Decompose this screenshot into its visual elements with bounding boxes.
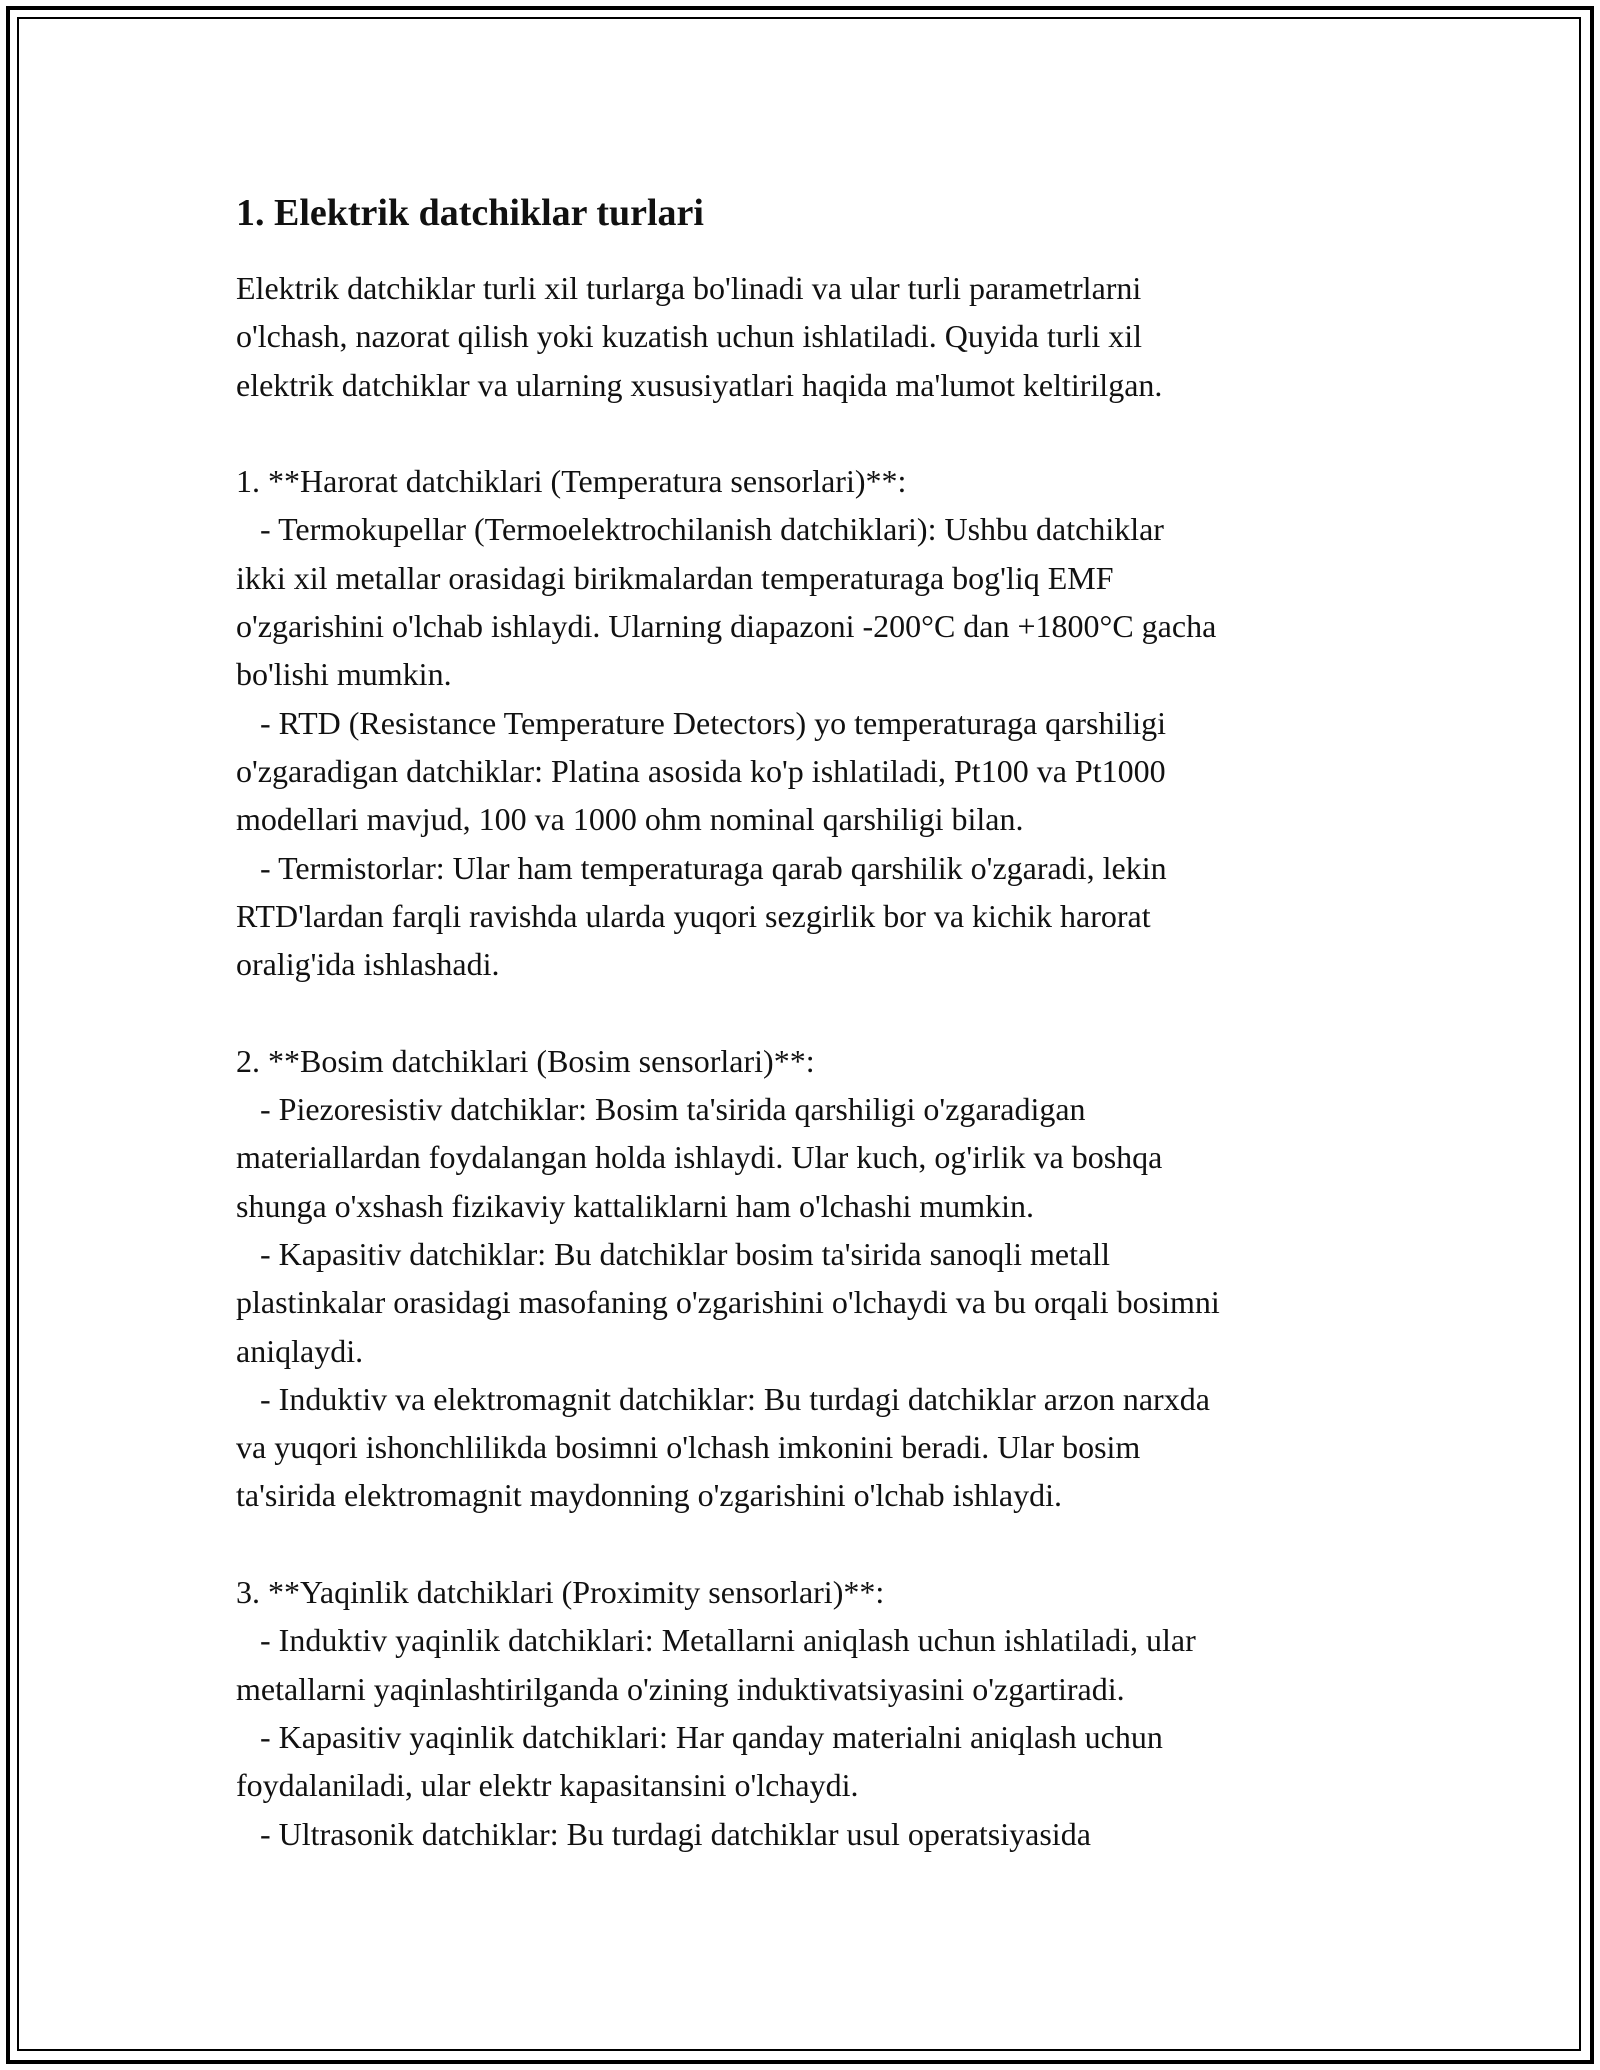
text-line: - Piezoresistiv datchiklar: Bosim ta'sirida qarshiligi o'zgaradigan <box>236 1091 1086 1128</box>
text-line: - Kapasitiv datchiklar: Bu datchiklar bosim ta'sirida sanoqli metall <box>236 1235 1110 1272</box>
text-line: ikki xil metallar orasidagi birikmalardan temperaturaga bog'liq EMF <box>236 559 1114 596</box>
text-line: - Induktiv va elektromagnit datchiklar: Bu turdagi datchiklar arzon narxda <box>236 1380 1210 1417</box>
text-line: bo'lishi mumkin. <box>236 656 452 693</box>
text-line: aniqlaydi. <box>236 1332 364 1369</box>
text-line: - Induktiv yaqinlik datchiklari: Metallarni aniqlash uchun ishlatiladi, ular <box>236 1622 1196 1659</box>
text-line: va yuqori ishonchlilikda bosimni o'lchash imkonini beradi. Ular bosim <box>236 1429 1141 1466</box>
document-body <box>236 188 1386 1858</box>
text-line: o'zgarishini o'lchab ishlaydi. Ularning diapazoni -200°C dan +1800°C gacha <box>236 608 1217 645</box>
blank-line <box>236 409 1386 457</box>
text-line: oralig'ida ishlashadi. <box>236 946 500 983</box>
blank-line <box>236 988 1386 1036</box>
text-line: foydalaniladi, ular elektr kapasitansini o'lchaydi. <box>236 1767 859 1804</box>
text-line: Elektrik datchiklar turli xil turlarga bo'linadi va ular turli parametrlarni <box>236 270 1142 306</box>
text-line: shunga o'xshash fizikaviy kattaliklarni ham o'lchashi mumkin. <box>236 1187 1035 1224</box>
text-line: o'zgaradigan datchiklar: Platina asosida ko'p ishlatiladi, Pt100 va Pt1000 <box>236 752 1166 789</box>
text-line: ta'sirida elektromagnit maydonning o'zgarishini o'lchab ishlaydi. <box>236 1477 1062 1514</box>
text-line: materiallardan foydalangan holda ishlaydi. Ular kuch, og'irlik va boshqa <box>236 1139 1163 1176</box>
blank-line <box>236 1520 1386 1568</box>
text-line: metallarni yaqinlashtirilganda o'zining induktivatsiyasini o'zgartiradi. <box>236 1670 1125 1707</box>
text-line: modellari mavjud, 100 va 1000 ohm nominal qarshiligi bilan. <box>236 801 1024 838</box>
text-line: 3. **Yaqinlik datchiklari (Proximity sensorlari)**: <box>236 1574 885 1611</box>
text-line: - Kapasitiv yaqinlik datchiklari: Har qanday materialni aniqlash uchun <box>236 1718 1163 1755</box>
text-line: o'lchash, nazorat qilish yoki kuzatish uchun ishlatiladi. Quyida turli xil <box>236 318 1143 355</box>
text-line: plastinkalar orasidagi masofaning o'zgarishini o'lchaydi va bu orqali bosimni <box>236 1284 1220 1321</box>
text-line: - RTD (Resistance Temperature Detectors) yo temperaturaga qarshiligi <box>236 704 1167 741</box>
text-line: - Termistorlar: Ular ham temperaturaga qarab qarshilik o'zgaradi, lekin <box>236 849 1167 886</box>
text-line: - Termokupellar (Termoelektrochilanish datchiklari): Ushbu datchiklar <box>236 511 1164 548</box>
text-line: 2. **Bosim datchiklari (Bosim sensorlari)**: <box>236 1042 815 1079</box>
section-heading: 1. Elektrik datchiklar turlari <box>236 192 704 234</box>
text-line: RTD'lardan farqli ravishda ularda yuqori sezgirlik bor va kichik harorat <box>236 897 1151 934</box>
text-line: - Ultrasonik datchiklar: Bu turdagi datchiklar usul operatsiyasida <box>236 1815 1091 1852</box>
text-line: 1. **Harorat datchiklari (Temperatura sensorlari)**: <box>236 463 907 500</box>
text-block <box>236 264 1386 1858</box>
text-line: elektrik datchiklar va ularning xususiyatlari haqida ma'lumot keltirilgan. <box>236 366 1163 403</box>
